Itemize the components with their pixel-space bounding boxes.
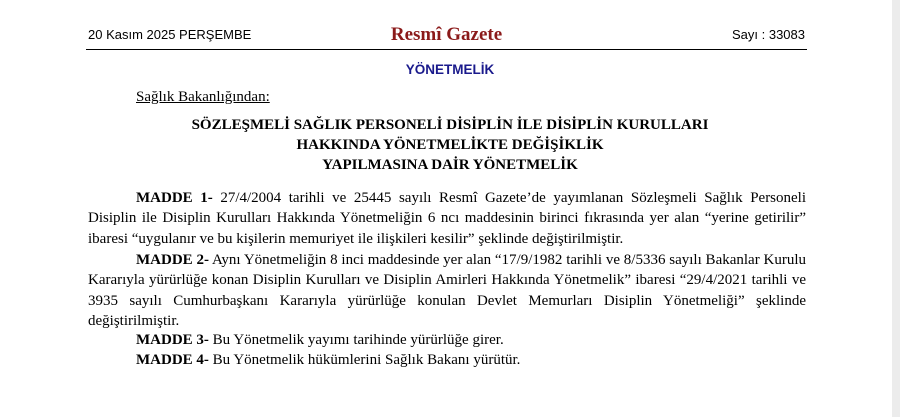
article-text: 27/4/2004 tarihli ve 25445 sayılı Resmî Gazete’de yayımlanan Sözleşmeli Sağlık Personeli Disiplin ile Disiplin Kurulları Hakkında Yönetmeliğin 6 ncı maddesinin birinci fıkrasında yer alan “yerine getirilir” ibaresi “uygulanır ve bu kişilerin memuriyet ile ilişkileri kesilir” şeklinde değiştirilmiştir.: [88, 190, 807, 247]
article-text: Bu Yönetmelik yayımı tarihinde yürürlüğe girer.: [208, 332, 504, 348]
regulation-title: [0, 115, 900, 175]
article-text: Bu Yönetmelik hükümlerini Sağlık Bakanı yürütür.: [208, 352, 521, 368]
article-label: MADDE 3-: [136, 332, 209, 348]
title-line: YAPILMASINA DAİR YÖNETMELİK: [322, 157, 578, 173]
gazette-header: [86, 24, 807, 48]
title-line: HAKKINDA YÖNETMELİKTE DEĞİŞİKLİK: [296, 137, 604, 153]
issue-number: Sayı : 33083: [732, 27, 805, 42]
ministry-name: Sağlık Bakanlığından:: [136, 89, 270, 105]
gazette-title: Resmî Gazete: [390, 24, 503, 45]
article-4: [88, 350, 806, 370]
article-label: MADDE 2-: [136, 252, 209, 268]
section-heading: YÖNETMELİK: [405, 62, 495, 77]
article-text: Aynı Yönetmeliğin 8 inci maddesinde yer alan “17/9/1982 tarihli ve 8/5336 sayılı Bakanlar Kurulu Kararıyla yürürlüğe konan Disiplin Kurulları ve Disiplin Amirleri Hakkında Yönetmelik” ibaresi “29/4/2021 tarihli ve 3935 sayılı Cumhurbaşkanı Kararıyla yürürlüğe konulan Devlet Memurları Disiplin Yönetmeliği” şeklinde değiştirilmiştir.: [88, 252, 806, 330]
article-label: MADDE 1-: [136, 190, 213, 206]
article-1: [88, 188, 806, 249]
article-label: MADDE 4-: [136, 352, 209, 368]
article-2: [88, 250, 806, 332]
header-date: 20 Kasım 2025 PERŞEMBE: [88, 27, 252, 42]
title-line: SÖZLEŞMELİ SAĞLIK PERSONELİ DİSİPLİN İLE DİSİPLİN KURULLARI: [191, 117, 709, 133]
header-divider: [86, 49, 807, 50]
article-3: [88, 330, 806, 350]
